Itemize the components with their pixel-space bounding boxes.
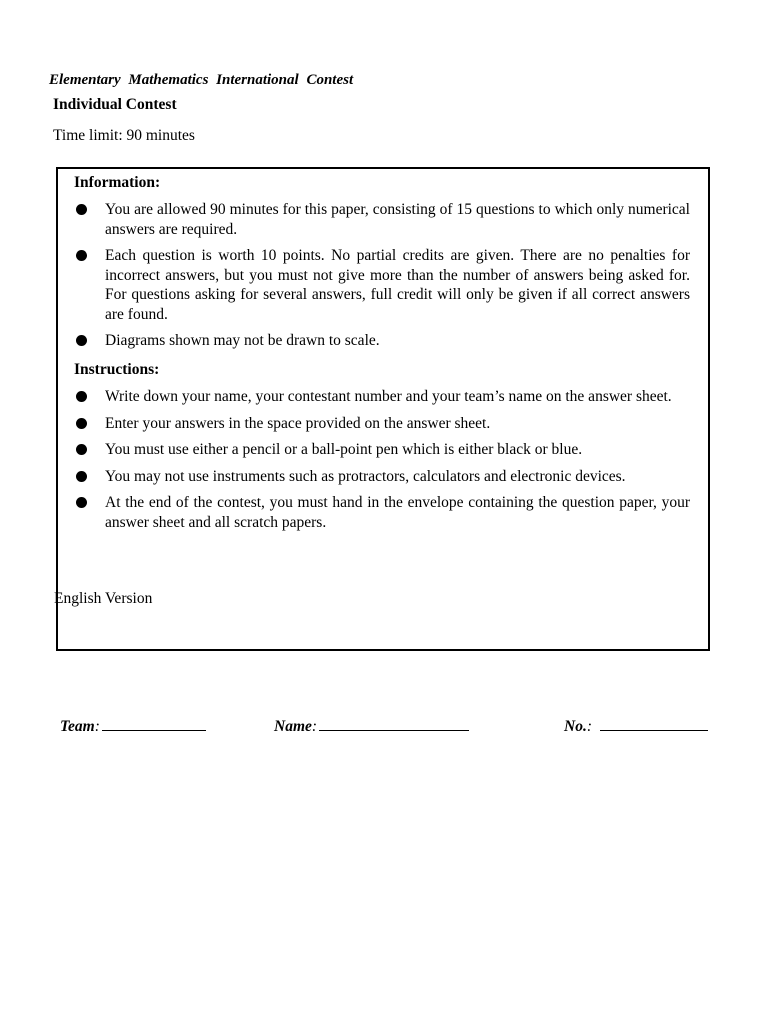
bullet-icon — [76, 391, 87, 402]
instructions-heading: Instructions: — [74, 361, 160, 378]
list-item-text: Diagrams shown may not be drawn to scale. — [105, 332, 380, 349]
list-item — [58, 493, 708, 532]
name-colon: : — [311, 718, 318, 735]
list-item-text: You may not use instruments such as protractors, calculators and electronic devices. — [105, 467, 626, 485]
name-answer-line[interactable] — [319, 716, 469, 731]
bullet-icon — [76, 204, 87, 215]
team-field[interactable] — [60, 716, 206, 736]
contest-title: Elementary Mathematics International Contest — [49, 72, 354, 88]
list-item-text: Write down your name, your contestant number and your team’s name on the answer sheet. — [105, 388, 672, 405]
list-item-text: Enter your answers in the space provided on the answer sheet. — [105, 414, 491, 432]
number-answer-line[interactable] — [600, 716, 708, 731]
list-item — [58, 331, 708, 351]
information-list — [58, 200, 708, 358]
list-item — [58, 414, 708, 434]
number-field[interactable] — [564, 716, 708, 736]
list-item-text: You must use either a pencil or a ball-point pen which is either black or blue. — [105, 441, 583, 458]
number-label: No. — [564, 718, 587, 735]
instructions-list — [58, 387, 708, 539]
list-item — [58, 246, 708, 324]
list-item — [58, 387, 708, 407]
time-limit: Time limit: 90 minutes — [53, 127, 195, 144]
list-item-text: At the end of the contest, you must hand in the envelope containing the question paper, your answer sheet and all scratch papers. — [105, 494, 690, 531]
list-item-text: Each question is worth 10 points. No partial credits are given. There are no penalties for incorrect answers, but you must not give more than the number of answers being asked for. For questions asking for several answers, full credit will only be given if all correct answers are found. — [105, 247, 690, 323]
section-title: Individual Contest — [53, 96, 177, 113]
bullet-icon — [76, 471, 87, 482]
list-item — [58, 440, 708, 460]
number-colon: : — [586, 718, 592, 735]
list-item-text: You are allowed 90 minutes for this paper, consisting of 15 questions to which only numerical answers are required. — [105, 201, 690, 238]
name-field[interactable] — [274, 716, 469, 736]
name-label: Name — [274, 718, 312, 735]
list-item — [58, 200, 708, 239]
team-colon: : — [94, 718, 100, 735]
information-heading: Information: — [74, 174, 161, 191]
bullet-icon — [76, 418, 87, 429]
information-box — [56, 167, 710, 651]
bullet-icon — [76, 250, 87, 261]
list-item — [58, 467, 708, 487]
bullet-icon — [76, 335, 87, 346]
team-answer-line[interactable] — [102, 716, 206, 731]
team-label: Team — [60, 718, 95, 735]
bullet-icon — [76, 444, 87, 455]
version-label: English Version — [54, 590, 153, 607]
bullet-icon — [76, 497, 87, 508]
